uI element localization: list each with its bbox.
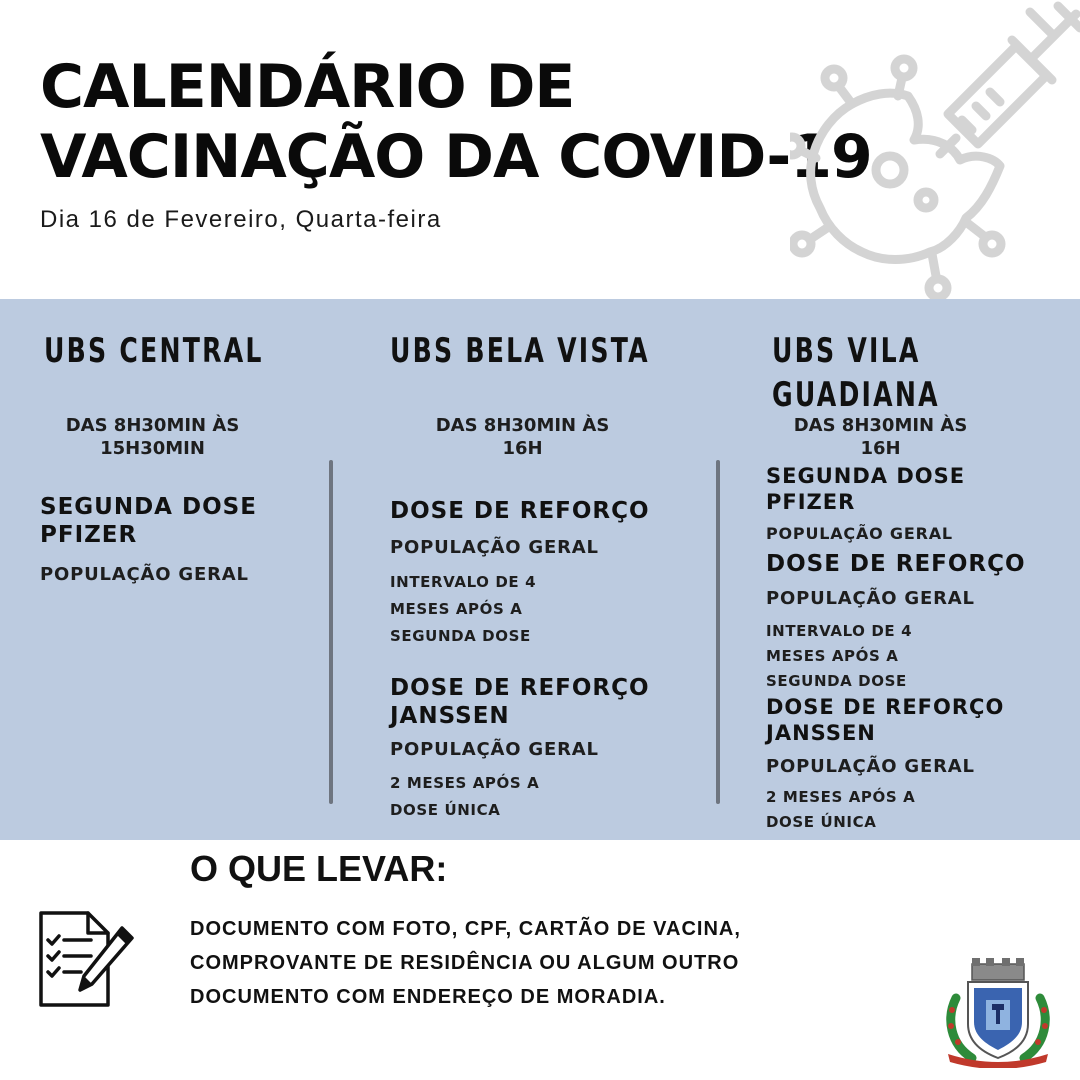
heading-line: PFIZER [766, 490, 856, 514]
bring-line: DOCUMENTO COM FOTO, CPF, CARTÃO DE VACINA, [190, 918, 741, 940]
syringe-and-virus-icon [790, 0, 1080, 300]
ubs-name: UBS CENTRAL [44, 331, 264, 371]
date-subtitle: Dia 16 de Fevereiro, Quarta-feira [40, 206, 442, 233]
note-line: DOSE ÚNICA [390, 801, 501, 819]
column-ubs-vila-guadiana [0, 299, 1080, 840]
hours-line: 15H30MIN [100, 438, 205, 459]
opening-hours [758, 414, 1003, 460]
population-label: POPULAÇÃO GERAL [766, 524, 953, 543]
note-line: INTERVALO DE 4 [390, 573, 537, 591]
hours-line: DAS 8H30MIN ÀS [65, 415, 240, 436]
dose-heading [766, 694, 1004, 746]
note-line: 2 MESES APÓS A [390, 774, 540, 792]
hours-line: 16H [860, 438, 901, 459]
note-line: MESES APÓS A [766, 647, 899, 665]
note-line: MESES APÓS A [390, 600, 523, 618]
what-to-bring-title: O QUE LEVAR: [190, 848, 448, 889]
note-line: 2 MESES APÓS A [766, 788, 916, 806]
ubs-name-line: UBS VILA [772, 331, 921, 371]
heading-line: PFIZER [40, 522, 138, 548]
hours-line: 16H [502, 438, 543, 459]
population-label: POPULAÇÃO GERAL [390, 537, 599, 558]
hours-line: DAS 8H30MIN ÀS [435, 415, 610, 436]
heading-line: JANSSEN [390, 703, 510, 729]
population-label: POPULAÇÃO GERAL [766, 756, 975, 777]
ubs-name [772, 329, 940, 417]
city-coat-of-arms-icon [938, 958, 1058, 1068]
heading-line: JANSSEN [766, 721, 876, 745]
title-line-1: CALENDÁRIO DE [40, 52, 575, 122]
note-line: SEGUNDA DOSE [390, 627, 531, 645]
ubs-name-line: GUADIANA [772, 375, 940, 415]
population-label: POPULAÇÃO GERAL [390, 739, 599, 760]
checklist-pencil-icon [36, 910, 136, 1010]
page-title [40, 52, 872, 192]
hours-line: DAS 8H30MIN ÀS [793, 415, 968, 436]
dose-heading: DOSE DE REFORÇO [390, 498, 650, 524]
interval-note [766, 619, 912, 694]
bring-line: DOCUMENTO COM ENDEREÇO DE MORADIA. [190, 986, 666, 1008]
schedule-band [0, 299, 1080, 840]
ubs-name: UBS BELA VISTA [390, 331, 650, 371]
dose-heading: DOSE DE REFORÇO [766, 551, 1026, 577]
dose-heading [766, 463, 965, 515]
note-line: DOSE ÚNICA [766, 813, 877, 831]
heading-line: SEGUNDA DOSE [766, 464, 966, 488]
heading-line: SEGUNDA DOSE [40, 494, 257, 520]
interval-note [766, 785, 915, 835]
bring-line: COMPROVANTE DE RESIDÊNCIA OU ALGUM OUTRO [190, 952, 740, 974]
heading-line: DOSE DE REFORÇO [766, 695, 1005, 719]
what-to-bring-text [190, 912, 840, 1014]
heading-line: DOSE DE REFORÇO [390, 675, 650, 701]
note-line: SEGUNDA DOSE [766, 672, 907, 690]
population-label: POPULAÇÃO GERAL [40, 564, 249, 585]
note-line: INTERVALO DE 4 [766, 622, 913, 640]
population-label: POPULAÇÃO GERAL [766, 588, 975, 609]
title-line-2: VACINAÇÃO DA COVID-19 [40, 122, 872, 192]
